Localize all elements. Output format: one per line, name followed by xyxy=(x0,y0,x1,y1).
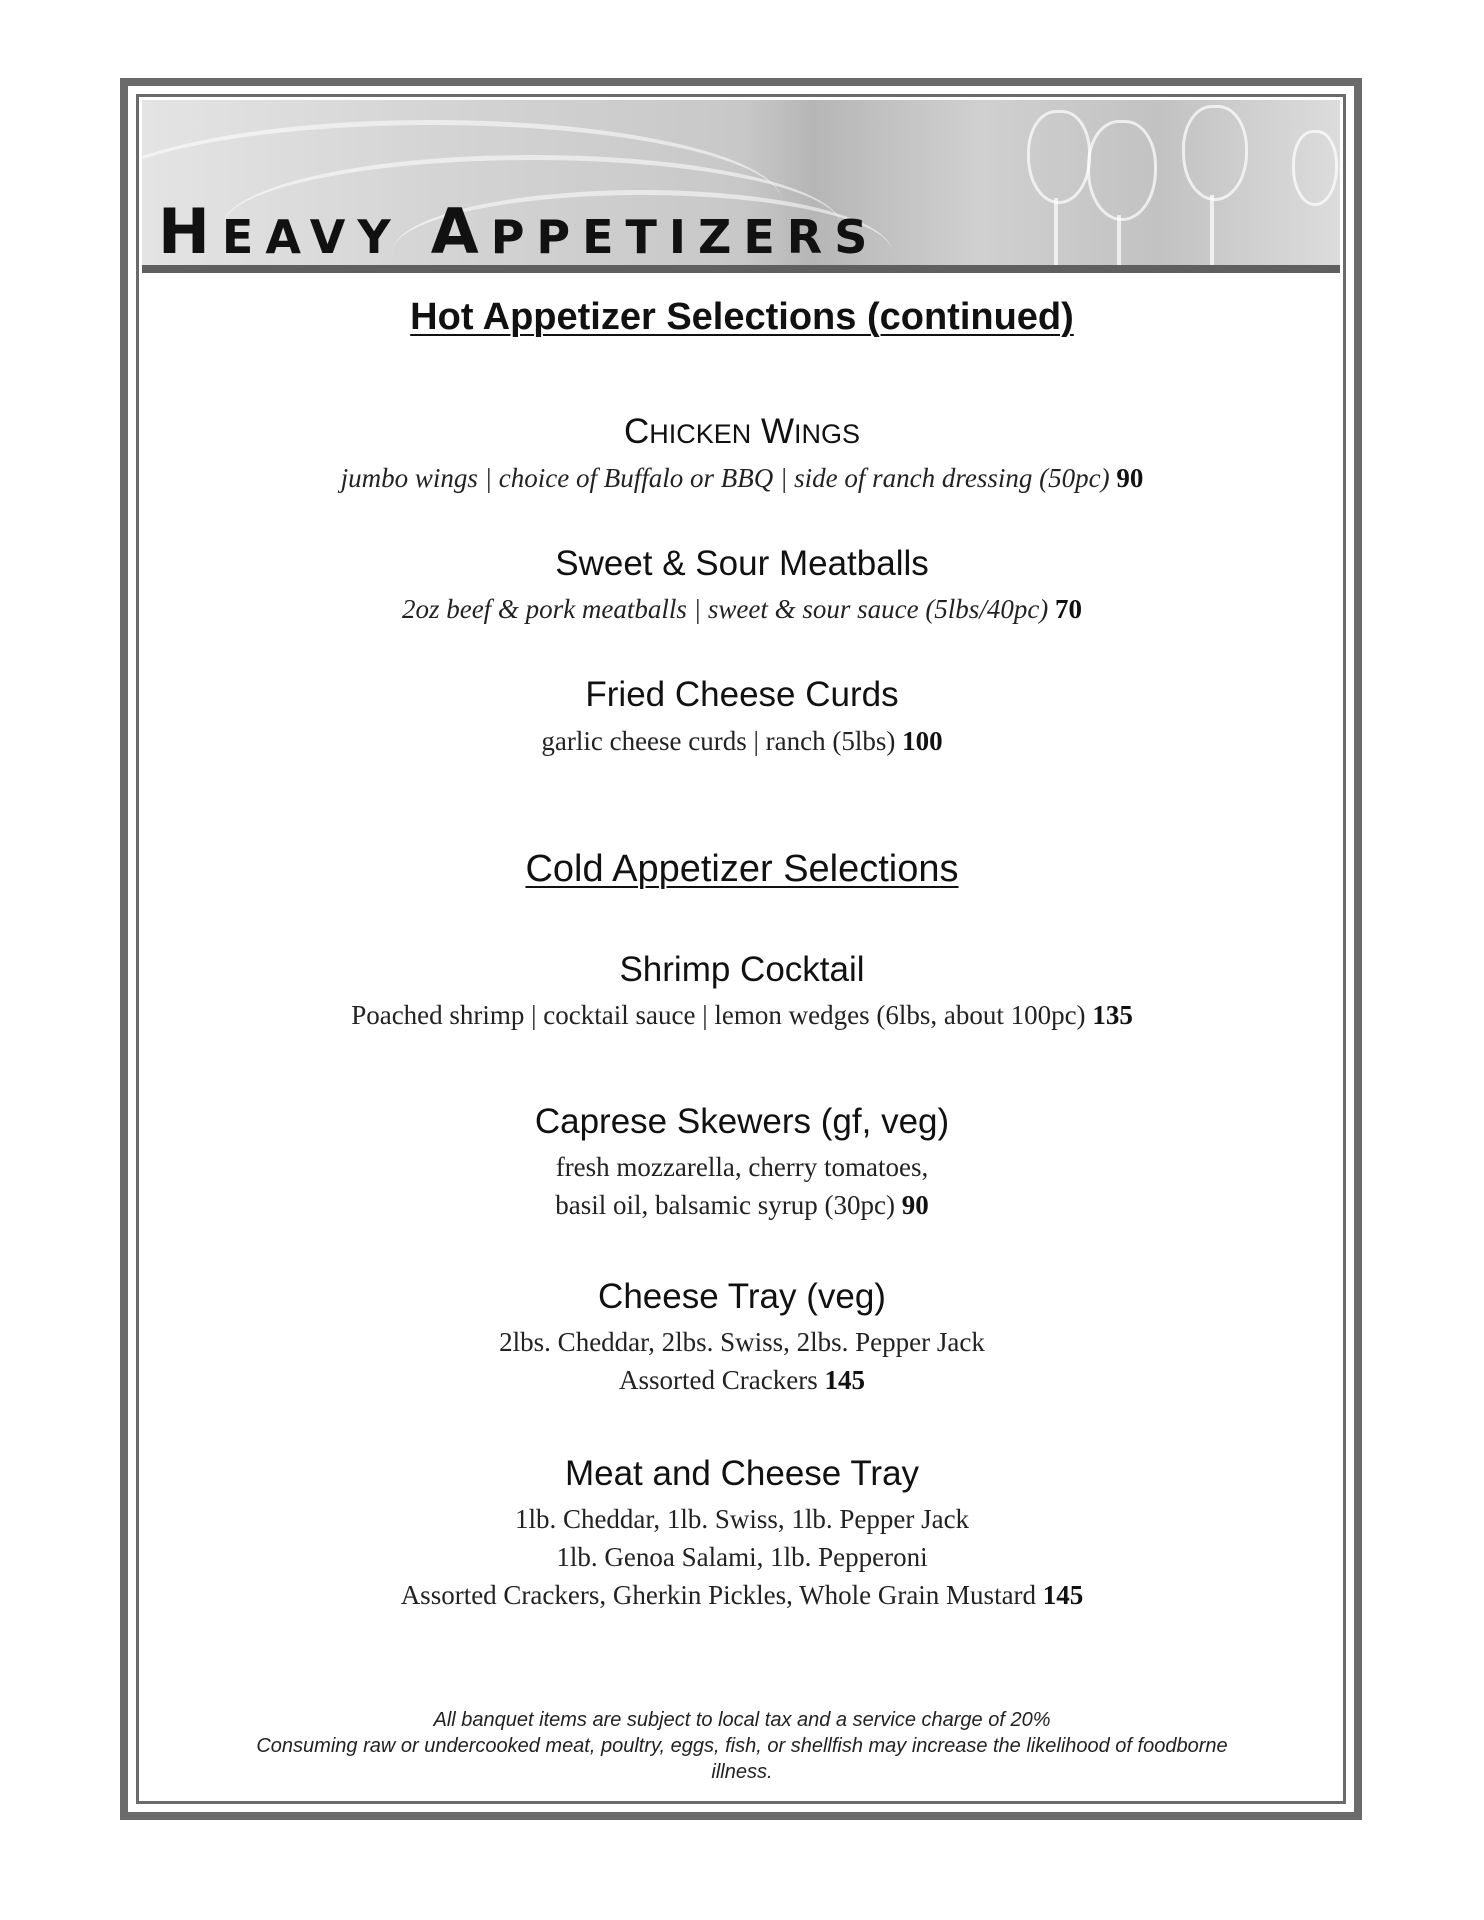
item-cheese-tray-price: 145 xyxy=(824,1365,865,1395)
item-meatballs-desc: 2oz beef & pork meatballs | sweet & sour sauce (5lbs/40pc) 70 xyxy=(401,594,1083,624)
item-caprese-skewers-desc-line1: fresh mozzarella, cherry tomatoes, xyxy=(555,1152,929,1182)
item-cheese-curds-name: Fried Cheese Curds xyxy=(585,675,899,714)
item-cheese-tray-name: Cheese Tray (veg) xyxy=(598,1277,886,1316)
item-meat-cheese-tray-name: Meat and Cheese Tray xyxy=(564,1454,920,1493)
item-shrimp-cocktail-name: Shrimp Cocktail xyxy=(619,950,865,989)
page-title: HEAVY APPETIZERS xyxy=(158,195,880,268)
footnote-consumer-advisory: Consuming raw or undercooked meat, poultry, eggs, fish, or shellfish may increase the likelihood of foodborne xyxy=(256,1735,1228,1757)
item-meat-cheese-tray-desc-line1: 1lb. Cheddar, 1lb. Swiss, 1lb. Pepper Jack xyxy=(514,1504,970,1534)
item-chicken-wings-desc: jumbo wings | choice of Buffalo or BBQ | side of ranch dressing (50pc) 90 xyxy=(340,463,1144,493)
item-shrimp-cocktail-price: 135 xyxy=(1092,1000,1133,1030)
item-caprese-skewers-price: 90 xyxy=(901,1190,929,1220)
item-caprese-skewers-name: Caprese Skewers (gf, veg) xyxy=(534,1102,950,1141)
item-meatballs-price: 70 xyxy=(1055,594,1083,624)
item-meatballs-name: Sweet & Sour Meatballs xyxy=(555,544,929,583)
item-chicken-wings-name: CHICKEN WINGS xyxy=(623,412,861,451)
cold-section-title: Cold Appetizer Selections xyxy=(525,848,959,890)
item-cheese-curds-desc: garlic cheese curds | ranch (5lbs) 100 xyxy=(541,726,943,756)
banner-divider xyxy=(142,265,1340,273)
footnote-consumer-advisory-end: illness. xyxy=(711,1761,773,1783)
item-cheese-tray-desc-line1: 2lbs. Cheddar, 2lbs. Swiss, 2lbs. Pepper Jack xyxy=(499,1327,985,1357)
item-meat-cheese-tray-desc-line2: 1lb. Genoa Salami, 1lb. Pepperoni xyxy=(556,1542,928,1572)
item-meat-cheese-tray-desc-line3: Assorted Crackers, Gherkin Pickles, Whole Grain Mustard 145 xyxy=(400,1580,1084,1610)
item-caprese-skewers-desc-line2: basil oil, balsamic syrup (30pc) 90 xyxy=(555,1190,929,1220)
item-meat-cheese-tray-price: 145 xyxy=(1042,1580,1084,1610)
footnote-service-charge: All banquet items are subject to local tax and a service charge of 20% xyxy=(433,1709,1051,1731)
item-shrimp-cocktail-desc: Poached shrimp | cocktail sauce | lemon wedges (6lbs, about 100pc) 135 xyxy=(351,1000,1133,1030)
item-cheese-curds-price: 100 xyxy=(902,726,943,756)
hot-section-title: Hot Appetizer Selections (continued) xyxy=(410,296,1074,338)
item-chicken-wings-price: 90 xyxy=(1116,463,1144,493)
item-cheese-tray-desc-line2: Assorted Crackers 145 xyxy=(619,1365,865,1395)
